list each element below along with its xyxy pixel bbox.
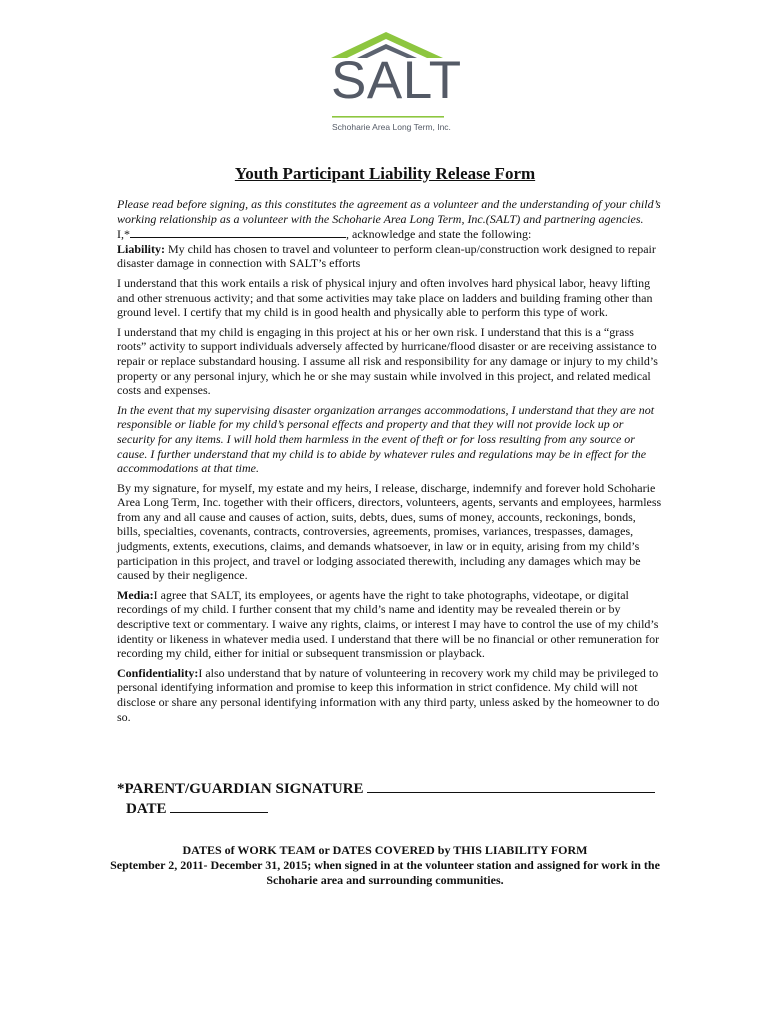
acknowledge-line [117, 226, 662, 242]
signature-label: *PARENT/GUARDIAN SIGNATURE [117, 781, 364, 797]
liability-label: Liability: [117, 241, 166, 256]
signature-row [117, 779, 677, 799]
acknowledge-prefix: I,* [117, 227, 130, 242]
risk-paragraph: I understand that this work entails a risk of physical injury and often involves hard physical labor, heavy lifting and other strenuous activity; and that some activities may take place on ladders and building framing other than ground level. I certify that my child is in good health and physically able to perform this type of work. [117, 275, 653, 320]
date-field[interactable] [170, 799, 268, 813]
intro-paragraph: Please read before signing, as this constitutes the agreement as a volunteer and the understanding of your child’s working relationship as a volunteer with the Schoharie Area Long Term, Inc.(SALT) and partnering agencies. [117, 197, 661, 226]
media-paragraph [117, 588, 662, 661]
confidentiality-label: Confidentiality: [117, 665, 199, 680]
accommodations-paragraph: In the event that my supervising disaster organization arranges accommodations, I understand that they are not responsible or liable for my child’s personal effects and property and that they will not provide lock up or security for any items. I will hold them harmless in the event of theft or for loss resulting from any source or cause. I further understand that my child is to abide by whatever rules and regulations may be in effect for the accommodations at that time. [117, 402, 655, 476]
dates-detail: September 2, 2011- December 31, 2015; when signed in at the volunteer station and assigned for work in the Schoharie area and surrounding communities. [110, 858, 660, 887]
participant-name-field[interactable] [130, 226, 346, 238]
date-row [117, 799, 677, 819]
liability-text: My child has chosen to travel and volunteer to perform clean-up/construction work designed to repair disaster damage in connection with SALT’s efforts [117, 241, 656, 271]
confidentiality-paragraph [117, 666, 662, 724]
dates-heading: DATES of WORK TEAM or DATES COVERED by THIS LIABILITY FORM [182, 843, 588, 857]
own-risk-paragraph: I understand that my child is engaging in this project at his or her own risk. I understand that this is a “grass roots” activity to support individuals adversely affected by hurricane/flood disaster or are receiving assistance to repair or replace substandard housing. I assume all risk and responsibility for any damage or injury to my child’s property or any personal injury, which he or she may sustain while involved in this project, and related medical costs and expenses. [117, 324, 658, 398]
signature-block [117, 779, 677, 819]
media-text: I agree that SALT, its employees, or agents have the right to take photographs, videotape, or digital recordings of my child. I further consent that my child’s name and identity may be revealed therein or by descriptive text or commentary. I waive any rights, claims, or interest I may have to control the use of my child’s identity or likeness in whatever media used. I understand that there will be no financial or other remuneration for recording my child, either for initial or subsequent transmission or playback. [117, 587, 660, 661]
release-paragraph: By my signature, for myself, my estate and my heirs, I release, discharge, indemnify and forever hold Schoharie Area Long Term, Inc. together with their officers, directors, volunteers, agents, servants and employees, harmless from any and all cause and causes of action, suits, debts, dues, sums of money, accounts, reckonings, bonds, bills, specialties, covenants, contracts, controversies, agreements, promises, variances, trespasses, damages, judgments, extents, executions, claims, and demands whatsoever, in law or in equity, arising from my child’s participation in this project, and travel or lodging associated therewith, including any damages which may be caused by their negligence. [117, 480, 662, 583]
date-label: DATE [126, 801, 167, 817]
signature-field[interactable] [367, 779, 655, 793]
form-title: Youth Participant Liability Release Form [234, 164, 536, 183]
logo-wordmark: SALT [331, 51, 462, 110]
confidentiality-text: I also understand that by nature of volunteering in recovery work my child may be privileged to personal identifying information and promise to keep this information in strict confidence. My child will not disclose or share any personal identifying information with any third party, unless asked by the homeowner to do so. [117, 665, 660, 724]
dates-covered [100, 843, 670, 888]
salt-logo [328, 30, 462, 138]
media-label: Media: [117, 587, 154, 602]
acknowledge-suffix: , acknowledge and state the following: [346, 227, 532, 242]
logo-subtitle: Schoharie Area Long Term, Inc. [332, 122, 451, 132]
liability-paragraph [117, 242, 662, 271]
form-body [117, 197, 662, 729]
